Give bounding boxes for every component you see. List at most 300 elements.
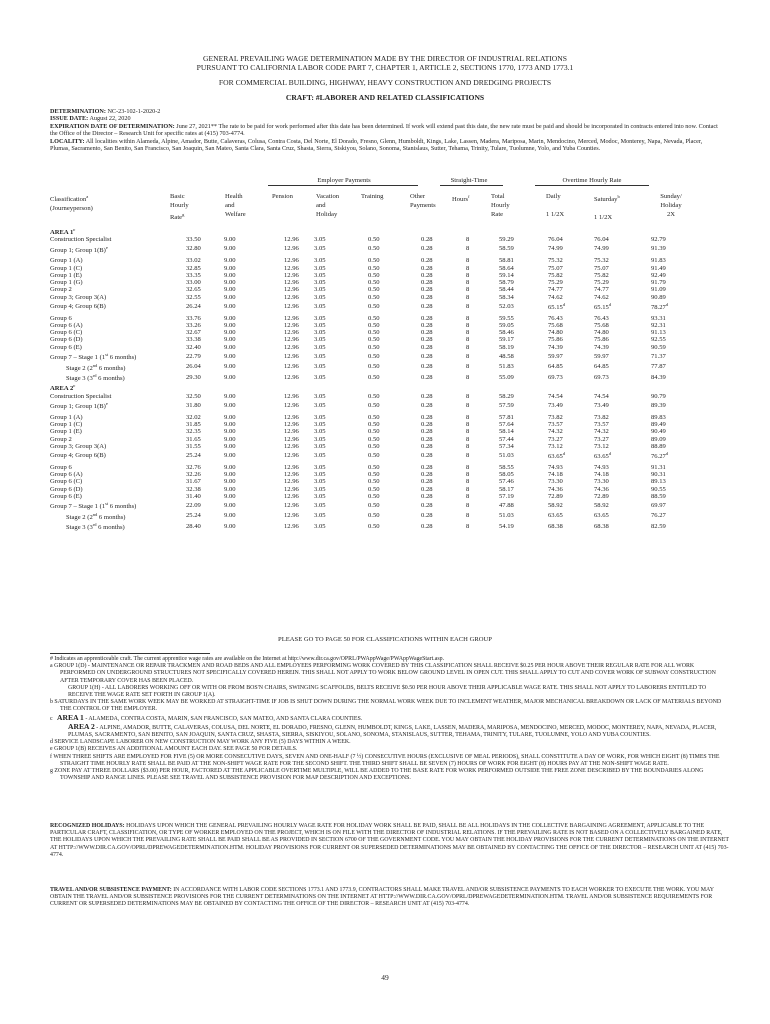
sunday-holiday-rate-cell: 89.83: [651, 413, 666, 421]
training-cell: 0.50: [368, 478, 380, 486]
footnote-ref: d: [562, 451, 566, 457]
classification-cell: Group 6 (D): [50, 336, 83, 344]
ordinal-sup: rd: [92, 372, 97, 378]
other-payments-cell: 0.28: [421, 492, 433, 500]
saturday-rate-cell: 74.93: [594, 463, 609, 471]
daily-rate-cell: 59.97: [548, 352, 563, 360]
vacation-holiday-cell: 3.05: [314, 302, 326, 310]
saturday-rate-cell: 74.54: [594, 392, 609, 400]
footnote-a: a GROUP 1(D) - MAINTENANCE OR REPAIR TRACKMEN AND ROAD BEDS AND ALL EMPLOYEES PERFORMING WORK COVERED BY THIS CLASSIFICATION SHALL RECEIVE $0.25 PER HOUR ABOVE THEIR REGULAR RATE FOR ALL WORK PERFORMED ON UNDERGROUND STRUCTURES NOT SPECIFICALLY COVERED HEREIN. THIS SHALL NOT APPLY TO WORK BELOW GROUND LEVEL IN OPEN CUT. THIS SHALL APPLY TO CUT AND COVER WORK OF SUBWAY CONSTRUCTION AFTER TEMPORARY COVER HAS BEEN PLACED.: [50, 663, 716, 684]
basic-rate-cell: 32.38: [186, 485, 201, 493]
footnote-d: d SERVICE LANDSCAPE LABORER ON NEW CONSTRUCTION MAY WORK ANY FIVE (5) DAYS WITHIN A WEEK.: [50, 739, 351, 746]
pension-cell: 12.96: [284, 421, 299, 429]
other-payments-cell: 0.28: [421, 264, 433, 272]
classification-cell: Group 3; Group 3(A): [50, 293, 107, 301]
saturday-rate-cell: 75.68: [594, 321, 609, 329]
issue-date-value: August 22, 2020: [89, 115, 131, 123]
hours-cell: 8: [466, 512, 470, 520]
saturday-rate-cell: 73.57: [594, 421, 609, 429]
other-payments-cell: 0.28: [421, 329, 433, 337]
daily-rate-cell: 74.99: [548, 245, 563, 253]
other-payments-cell: 0.28: [421, 463, 433, 471]
hours-cell: 8: [466, 363, 470, 371]
health-welfare-cell: 9.00: [224, 512, 236, 520]
classification-cell: Group 6 (D): [50, 485, 83, 493]
hours-cell: 8: [466, 522, 470, 530]
vacation-holiday-cell: 3.05: [314, 236, 326, 244]
table-row: [50, 443, 688, 450]
classification-cell: Group 1 (E): [50, 271, 82, 279]
hours-cell: 8: [466, 501, 470, 509]
health-welfare-cell: 9.00: [224, 373, 236, 381]
classification-cell: Stage 3 (3rd 6 months): [66, 522, 125, 532]
hours-cell: 8: [466, 343, 470, 351]
table-row: [50, 315, 688, 322]
saturday-rate-cell: 74.99: [594, 245, 609, 253]
health-welfare-cell: 9.00: [224, 286, 236, 294]
basic-rate-cell: 33.02: [186, 257, 201, 265]
classification-label: Classification: [50, 196, 87, 204]
health-welfare-cell: 9.00: [224, 264, 236, 272]
daily-rate-cell: 74.62: [548, 293, 563, 301]
daily-header: [546, 192, 564, 219]
basic-rate-cell: 31.40: [186, 492, 201, 500]
basic-rate-cell: 22.79: [186, 352, 201, 360]
vacation-holiday-cell: 3.05: [314, 435, 326, 443]
other-payments-cell: 0.28: [421, 478, 433, 486]
saturday-rate-cell: 73.27: [594, 435, 609, 443]
table-row: [50, 329, 688, 336]
saturday-rate-cell: 76.43: [594, 314, 609, 322]
health-welfare-cell: 9.00: [224, 314, 236, 322]
pension-cell: 12.96: [284, 293, 299, 301]
daily-rate-cell: 72.89: [548, 492, 563, 500]
basic-rate-cell: 31.85: [186, 421, 201, 429]
ordinal-sup: st: [105, 501, 109, 507]
health-welfare-cell: 9.00: [224, 501, 236, 509]
hours-cell: 8: [466, 271, 470, 279]
basic-rate-cell: 33.38: [186, 336, 201, 344]
total-rate-cell: 48.58: [499, 352, 514, 360]
daily-rate-cell: 74.36: [548, 485, 563, 493]
table-row: [50, 344, 688, 351]
other-payments-cell: 0.28: [421, 363, 433, 371]
training-cell: 0.50: [368, 428, 380, 436]
classification-cell: AREA 1$^c$: [50, 227, 76, 237]
sunday-holiday-rate-cell: 90.31: [651, 471, 666, 478]
basic-rate-cell: 25.24: [186, 451, 201, 459]
other-payments-cell: 0.28: [421, 336, 433, 344]
saturday-rate-cell: 69.73: [594, 373, 609, 381]
hours-sup: f: [468, 194, 470, 199]
employer-payments-header: Employer Payments: [317, 177, 371, 184]
basic-sup: g: [182, 212, 185, 217]
daily-rate-cell: 73.30: [548, 478, 563, 486]
table-row: [50, 393, 688, 400]
empty-cell: [186, 382, 688, 392]
health-welfare-cell: 9.00: [224, 363, 236, 371]
other-payments-cell: 0.28: [421, 314, 433, 322]
document-subtitle: FOR COMMERCIAL BUILDING, HIGHWAY, HEAVY CONSTRUCTION AND DREDGING PROJECTS: [218, 78, 552, 87]
pension-cell: 12.96: [284, 271, 299, 279]
basic-rate-cell: 32.76: [186, 463, 201, 471]
basic-rate-cell: 22.09: [186, 501, 201, 509]
saturday-rate-cell: 74.36: [594, 485, 609, 493]
other-payments-cell: 0.28: [421, 442, 433, 450]
daily-rate-cell: 74.32: [548, 428, 563, 436]
total-line-3: Rate: [491, 211, 504, 218]
pension-cell: 12.96: [284, 428, 299, 436]
total-rate-cell: 59.55: [499, 314, 514, 322]
table-row: [50, 400, 688, 410]
ordinal-sup: nd: [92, 362, 98, 368]
pension-cell: 12.96: [284, 314, 299, 322]
basic-rate-cell: 33.50: [186, 236, 201, 244]
sunday-holiday-rate-cell: 92.79: [651, 236, 666, 244]
training-cell: 0.50: [368, 329, 380, 337]
training-cell: 0.50: [368, 373, 380, 381]
vacation-line-3: Holiday: [316, 211, 338, 218]
training-cell: 0.50: [368, 392, 380, 400]
holidays-label: RECOGNIZED HOLIDAYS:: [50, 823, 125, 829]
total-rate-cell: 57.81: [499, 413, 514, 421]
sunday-holiday-header: [653, 192, 689, 219]
hours-cell: 8: [466, 428, 470, 436]
other-payments-cell: 0.28: [421, 286, 433, 294]
training-cell: 0.50: [368, 257, 380, 265]
other-payments-cell: 0.28: [421, 236, 433, 244]
total-line-2: Hourly: [491, 202, 510, 209]
pension-cell: 12.96: [284, 264, 299, 272]
table-row: [50, 471, 688, 478]
saturday-line-1: Saturday: [594, 196, 618, 204]
basic-rate-cell: 33.26: [186, 321, 201, 329]
other-payments-cell: 0.28: [421, 401, 433, 409]
vacation-holiday-cell: 3.05: [314, 286, 326, 294]
pension-cell: 12.96: [284, 373, 299, 381]
training-cell: 0.50: [368, 492, 380, 500]
table-row: [50, 301, 688, 311]
other-payments-cell: 0.28: [421, 421, 433, 429]
other-payments-cell: 0.28: [421, 471, 433, 478]
sunday-holiday-rate-cell: 77.87: [651, 363, 666, 371]
other-payments-cell: 0.28: [421, 501, 433, 509]
sunday-holiday-rate-cell: 91.31: [651, 463, 666, 471]
health-line-1: Health: [225, 193, 243, 200]
saturday-rate-cell: 72.89: [594, 492, 609, 500]
daily-line-2: 1 1/2X: [546, 211, 565, 218]
classification-cell: Group 2: [50, 435, 72, 443]
daily-rate-cell: 74.18: [548, 471, 563, 478]
training-header: Training: [361, 193, 384, 200]
daily-rate-cell: 69.73: [548, 373, 563, 381]
classification-sup: a: [86, 194, 89, 199]
health-welfare-cell: 9.00: [224, 413, 236, 421]
total-rate-cell: 47.88: [499, 501, 514, 509]
basic-rate-header: [170, 192, 189, 222]
daily-rate-cell: 58.92: [548, 501, 563, 509]
pension-cell: 12.96: [284, 329, 299, 337]
expiration-label: EXPIRATION DATE OF DETERMINATION:: [50, 122, 175, 130]
training-cell: 0.50: [368, 463, 380, 471]
daily-rate-cell: 74.77: [548, 286, 563, 294]
classification-cell: Group 4; Group 6(B): [50, 451, 106, 459]
table-row: [50, 372, 688, 382]
pension-cell: 12.96: [284, 485, 299, 493]
other-payments-cell: 0.28: [421, 271, 433, 279]
other-payments-cell: 0.28: [421, 257, 433, 265]
health-welfare-cell: 9.00: [224, 329, 236, 337]
training-cell: 0.50: [368, 343, 380, 351]
vacation-holiday-cell: 3.05: [314, 245, 326, 253]
classification-cell: Group 1 (A): [50, 413, 83, 421]
pension-cell: 12.96: [284, 451, 299, 459]
table-row: [50, 450, 688, 460]
basic-rate-cell: 31.65: [186, 435, 201, 443]
saturday-rate-cell: 64.85: [594, 363, 609, 371]
other-payments-cell: 0.28: [421, 485, 433, 493]
training-cell: 0.50: [368, 471, 380, 478]
daily-rate-cell: 76.04: [548, 236, 563, 244]
basic-rate-cell: 33.76: [186, 314, 201, 322]
other-payments-cell: 0.28: [421, 451, 433, 459]
daily-rate-cell: 74.80: [548, 329, 563, 337]
total-rate-cell: 51.03: [499, 451, 514, 459]
vacation-holiday-cell: 3.05: [314, 321, 326, 329]
vacation-holiday-cell: 3.05: [314, 314, 326, 322]
determination-info: [50, 108, 720, 152]
daily-rate-cell: 74.93: [548, 463, 563, 471]
classification-cell: Group 7 – Stage 1 (1st 6 months): [50, 352, 137, 362]
classification-cell: Group 6 (A): [50, 321, 83, 329]
health-welfare-cell: 9.00: [224, 471, 236, 478]
training-cell: 0.50: [368, 522, 380, 530]
footnote-ref: c: [73, 383, 76, 389]
classification-cell: Group 2: [50, 286, 72, 294]
training-cell: 0.50: [368, 501, 380, 509]
vacation-holiday-cell: 3.05: [314, 492, 326, 500]
hours-label: Hours: [452, 196, 469, 204]
sunday-holiday-rate-cell: 91.79: [651, 279, 666, 287]
sunday-line-2: Holiday: [660, 202, 682, 209]
health-welfare-cell: 9.00: [224, 352, 236, 360]
sunday-line-3: 2X: [666, 211, 676, 218]
hours-cell: 8: [466, 485, 470, 493]
pension-cell: 12.96: [284, 413, 299, 421]
health-welfare-cell: 9.00: [224, 492, 236, 500]
basic-rate-cell: 32.85: [186, 264, 201, 272]
health-welfare-cell: 9.00: [224, 302, 236, 310]
pension-cell: 12.96: [284, 286, 299, 294]
daily-rate-cell: 75.86: [548, 336, 563, 344]
total-rate-cell: 58.81: [499, 257, 514, 265]
title-line-1: GENERAL PREVAILING WAGE DETERMINATION MADE BY THE DIRECTOR OF INDUSTRIAL RELATIONS: [203, 54, 567, 63]
sunday-holiday-rate-cell: 78.27$^d$: [651, 302, 669, 312]
sunday-holiday-rate-cell: 92.49: [651, 271, 666, 279]
journeyperson-label: (Journeyperson): [50, 205, 93, 213]
other-payments-cell: 0.28: [421, 343, 433, 351]
saturday-rate-cell: 73.30: [594, 478, 609, 486]
area-heading-row: [50, 226, 688, 236]
classification-cell: Group 6: [50, 314, 72, 322]
area-heading-row: [50, 382, 688, 392]
total-rate-cell: 58.34: [499, 293, 514, 301]
total-rate-cell: 57.64: [499, 421, 514, 429]
daily-rate-cell: 63.65$^d$: [548, 451, 566, 461]
pension-cell: 12.96: [284, 245, 299, 253]
saturday-rate-cell: 74.77: [594, 286, 609, 294]
footnote-c-area1: c AREA 1 - ALAMEDA, CONTRA COSTA, MARIN, SAN FRANCISCO, SAN MATEO, AND SANTA CLARA COUNTIES.: [50, 712, 363, 722]
saturday-rate-cell: 74.18: [594, 471, 609, 478]
training-cell: 0.50: [368, 271, 380, 279]
classification-cell: Group 6: [50, 463, 72, 471]
hours-cell: 8: [466, 435, 470, 443]
daily-rate-cell: 75.32: [548, 257, 563, 265]
footnote-ref: d: [562, 302, 566, 308]
travel-section: [50, 887, 730, 909]
vacation-holiday-cell: 3.05: [314, 478, 326, 486]
pension-cell: 12.96: [284, 336, 299, 344]
classification-cell: Group 1; Group $1(B)^e$: [50, 401, 108, 411]
daily-rate-cell: 73.57: [548, 421, 563, 429]
vacation-holiday-cell: 3.05: [314, 271, 326, 279]
pension-cell: 12.96: [284, 392, 299, 400]
sunday-holiday-rate-cell: 91.13: [651, 329, 666, 337]
basic-rate-cell: 32.35: [186, 428, 201, 436]
health-line-2: and: [225, 202, 235, 209]
hours-cell: 8: [466, 336, 470, 344]
other-payments-header: [410, 192, 436, 210]
hours-cell: 8: [466, 421, 470, 429]
other-line-1: Other: [410, 193, 426, 200]
hours-cell: 8: [466, 352, 470, 360]
sunday-holiday-rate-cell: 88.89: [651, 442, 666, 450]
health-line-3: Welfare: [225, 211, 246, 218]
total-rate-cell: 54.19: [499, 522, 514, 530]
basic-rate-cell: 33.35: [186, 271, 201, 279]
total-rate-cell: 58.44: [499, 286, 514, 294]
total-rate-cell: 55.09: [499, 373, 514, 381]
hours-cell: 8: [466, 471, 470, 478]
health-welfare-cell: 9.00: [224, 336, 236, 344]
pension-cell: 12.96: [284, 352, 299, 360]
ordinal-sup: st: [105, 352, 109, 358]
vacation-holiday-cell: 3.05: [314, 428, 326, 436]
daily-rate-cell: 73.12: [548, 442, 563, 450]
pension-cell: 12.96: [284, 501, 299, 509]
sunday-holiday-rate-cell: 84.39: [651, 373, 666, 381]
daily-rate-cell: 73.82: [548, 413, 563, 421]
total-rate-cell: 58.14: [499, 428, 514, 436]
health-welfare-cell: 9.00: [224, 478, 236, 486]
area-label: AREA 2: [68, 721, 95, 731]
saturday-rate-cell: 59.97: [594, 352, 609, 360]
footnote-e: e GROUP 1(B) RECEIVES AN ADDITIONAL AMOUNT EACH DAY. SEE PAGE 50 FOR DETAILS.: [50, 746, 298, 753]
sunday-holiday-rate-cell: 69.97: [651, 501, 666, 509]
classification-cell: Group 1 (E): [50, 428, 82, 436]
classification-cell: Stage 2 (2nd 6 months): [66, 362, 126, 372]
pension-cell: 12.96: [284, 463, 299, 471]
basic-rate-cell: 32.65: [186, 286, 201, 294]
saturday-rate-cell: 74.32: [594, 428, 609, 436]
footnote-ref: e: [105, 401, 108, 407]
holidays-section: [50, 823, 730, 859]
hours-cell: 8: [466, 236, 470, 244]
vacation-holiday-cell: 3.05: [314, 471, 326, 478]
ordinal-sup: rd: [92, 522, 97, 528]
sunday-holiday-rate-cell: 88.59: [651, 492, 666, 500]
pension-cell: 12.96: [284, 363, 299, 371]
vacation-holiday-header: [316, 192, 339, 219]
health-welfare-cell: 9.00: [224, 485, 236, 493]
vacation-holiday-cell: 3.05: [314, 421, 326, 429]
sunday-holiday-rate-cell: 91.09: [651, 286, 666, 294]
other-payments-cell: 0.28: [421, 512, 433, 520]
total-rate-cell: 58.79: [499, 279, 514, 287]
vacation-holiday-cell: 3.05: [314, 279, 326, 287]
training-cell: 0.50: [368, 413, 380, 421]
hours-cell: 8: [466, 478, 470, 486]
classification-cell: Group 4; Group 6(B): [50, 302, 106, 310]
classification-cell: Group 6 (C): [50, 329, 83, 337]
classification-cell: Group 1 (C): [50, 421, 83, 429]
health-welfare-cell: 9.00: [224, 522, 236, 530]
other-payments-cell: 0.28: [421, 321, 433, 329]
basic-rate-cell: 32.67: [186, 329, 201, 337]
footnote-apprentice: # Indicates an apprenticeable craft. The current apprentice wage rates are available on the Internet at http://www.dir.ca.gov/OPRL/PWAppWage/PWAppWageStart.asp.: [50, 656, 445, 662]
sunday-holiday-rate-cell: 90.49: [651, 428, 666, 436]
pension-cell: 12.96: [284, 478, 299, 486]
other-payments-cell: 0.28: [421, 428, 433, 436]
saturday-rate-cell: 75.82: [594, 271, 609, 279]
basic-rate-cell: 26.04: [186, 363, 201, 371]
training-cell: 0.50: [368, 352, 380, 360]
footnote-c-area2: AREA 2 - ALPINE, AMADOR, BUTTE, CALAVERAS, COLUSA, DEL NORTE, EL DORADO, FRESNO, GLENN, HUMBOLDT, KINGS, LAKE, LASSEN, MADERA, MARIPOSA, MENDOCINO, MERCED, MODOC, MONTEREY, NAPA, NEVADA, PLACER, PLUMAS, SACRAMENTO, SAN BENITO, SAN JOAQUIN, SANTA CRUZ, SHASTA, SIERRA, SISKIYOU, SOLANO, SONOMA, STANISLAUS, SUTTER, TEHAMA, TRINITY, TULARE, TUOLUMNE, YOLO AND YUBA COUNTIES.: [68, 721, 717, 739]
vacation-holiday-cell: 3.05: [314, 264, 326, 272]
table-row: [50, 351, 688, 361]
table-row: [50, 294, 688, 301]
vacation-line-2: and: [316, 202, 326, 209]
basic-rate-cell: 33.00: [186, 279, 201, 287]
classification-cell: Group 1 (A): [50, 257, 83, 265]
vacation-holiday-cell: 3.05: [314, 343, 326, 351]
sunday-holiday-rate-cell: 71.37: [651, 352, 666, 360]
footnote-c-area1-text: AREA 1 - ALAMEDA, CONTRA COSTA, MARIN, SAN FRANCISCO, SAN MATEO, AND SANTA CLARA COUNTIES.: [57, 712, 363, 722]
sunday-holiday-rate-cell: 90.55: [651, 485, 666, 493]
hours-cell: 8: [466, 293, 470, 301]
table-row: [50, 511, 688, 521]
total-rate-cell: 57.59: [499, 401, 514, 409]
footnotes: [50, 656, 730, 782]
hours-cell: 8: [466, 463, 470, 471]
table-row: [50, 279, 688, 286]
health-welfare-cell: 9.00: [224, 442, 236, 450]
page-number: 49: [381, 973, 389, 982]
title-line-2: PURSUANT TO CALIFORNIA LABOR CODE PART 7, CHAPTER 1, ARTICLE 2, SECTIONS 1770, 1773 AND 1773.1: [196, 63, 574, 72]
basic-rate-cell: 32.40: [186, 343, 201, 351]
sunday-holiday-rate-cell: 91.49: [651, 264, 666, 272]
daily-rate-cell: 75.82: [548, 271, 563, 279]
daily-rate-cell: 63.65: [548, 512, 563, 520]
training-cell: 0.50: [368, 279, 380, 287]
daily-rate-cell: 75.07: [548, 264, 563, 272]
health-welfare-cell: 9.00: [224, 392, 236, 400]
total-rate-cell: 59.29: [499, 236, 514, 244]
vacation-holiday-cell: 3.05: [314, 392, 326, 400]
total-rate-cell: 57.46: [499, 478, 514, 486]
health-welfare-cell: 9.00: [224, 401, 236, 409]
health-welfare-header: [225, 192, 246, 219]
